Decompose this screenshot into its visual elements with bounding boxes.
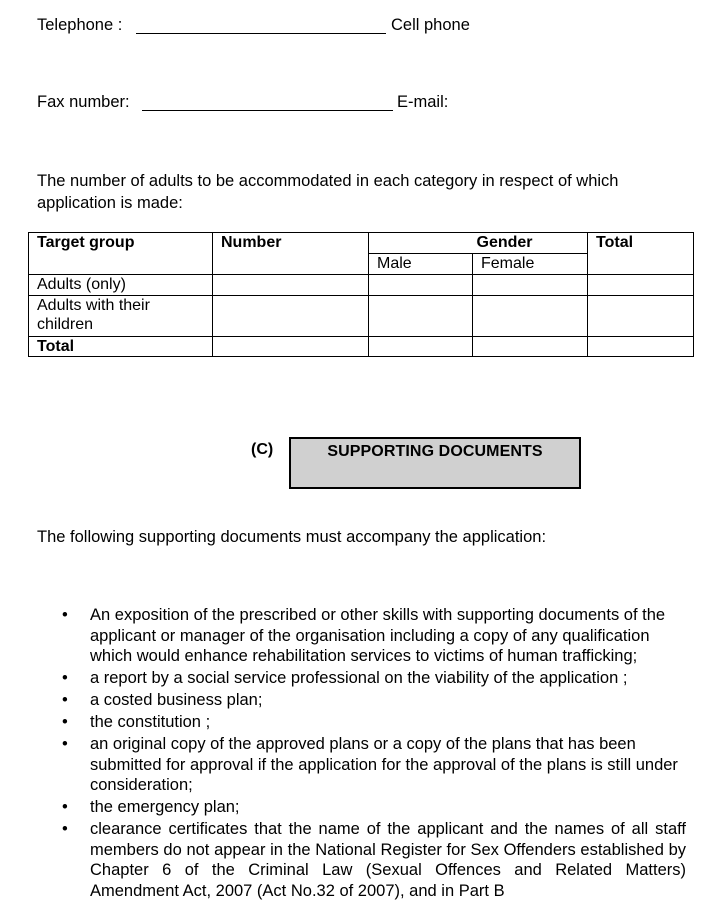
header-male: Male (369, 254, 473, 275)
table-cell[interactable] (369, 275, 473, 296)
fax-label: Fax number: (37, 93, 130, 111)
section-label: (C) (251, 441, 274, 458)
table-cell[interactable] (588, 296, 694, 337)
table-cell[interactable] (473, 296, 588, 337)
header-gender-left (369, 233, 473, 254)
table-cell (588, 254, 694, 275)
table-cell (29, 254, 213, 275)
accommodation-table (28, 232, 694, 357)
list-item: • a report by a social service professional on the viability of the application ; (52, 668, 686, 689)
section-title: SUPPORTING DOCUMENTS (327, 443, 543, 460)
header-female: Female (473, 254, 588, 275)
list-item: • clearance certificates that the name of the applicant and the names of all staff members do not appear in the National Register for Sex Offenders established by Chapter 6 of the Criminal Law (Sexual Offences and Related Matters) Amendment Act, 2007 (Act No.32 of 2007), and in Part B (52, 819, 686, 901)
row-label-total: Total (29, 337, 213, 357)
table-cell[interactable] (369, 337, 473, 357)
email-label: E-mail: (397, 93, 449, 111)
intro-paragraph: The number of adults to be accommodated in each category in respect of which application is made: (37, 172, 619, 212)
header-total: Total (588, 233, 694, 254)
section-title-box (289, 437, 581, 489)
telephone-field[interactable] (136, 33, 386, 34)
docs-intro: The following supporting documents must accompany the application: (37, 528, 547, 546)
list-item: • An exposition of the prescribed or other skills with supporting documents of the applicant or manager of the organisation including a copy of any qualification which would enhance rehabilitation services to victims of human trafficking; (52, 605, 686, 667)
table-header-row (29, 233, 694, 254)
table-row (29, 296, 694, 337)
telephone-label: Telephone : (37, 16, 123, 34)
header-gender: Gender (473, 233, 588, 254)
list-item: • the emergency plan; (52, 797, 686, 818)
table-cell[interactable] (588, 275, 694, 296)
row-label-adults-with-children: Adults with their children (29, 296, 213, 337)
table-cell[interactable] (369, 296, 473, 337)
table-cell[interactable] (473, 337, 588, 357)
list-item: • the constitution ; (52, 712, 686, 733)
table-cell[interactable] (473, 275, 588, 296)
table-cell[interactable] (588, 337, 694, 357)
table-cell (213, 254, 369, 275)
fax-field[interactable] (142, 110, 393, 111)
supporting-documents-list (52, 605, 686, 903)
table-row (29, 337, 694, 357)
row-label-adults-only: Adults (only) (29, 275, 213, 296)
header-number: Number (213, 233, 369, 254)
cell-phone-label: Cell phone (391, 16, 470, 34)
header-target-group: Target group (29, 233, 213, 254)
list-item: • an original copy of the approved plans or a copy of the plans that has been submitted for approval if the application for the approval of the plans is still under consideration; (52, 734, 686, 796)
table-cell[interactable] (213, 275, 369, 296)
table-cell[interactable] (213, 296, 369, 337)
table-row (29, 275, 694, 296)
list-item: • a costed business plan; (52, 690, 686, 711)
table-cell[interactable] (213, 337, 369, 357)
table-subheader-row (29, 254, 694, 275)
